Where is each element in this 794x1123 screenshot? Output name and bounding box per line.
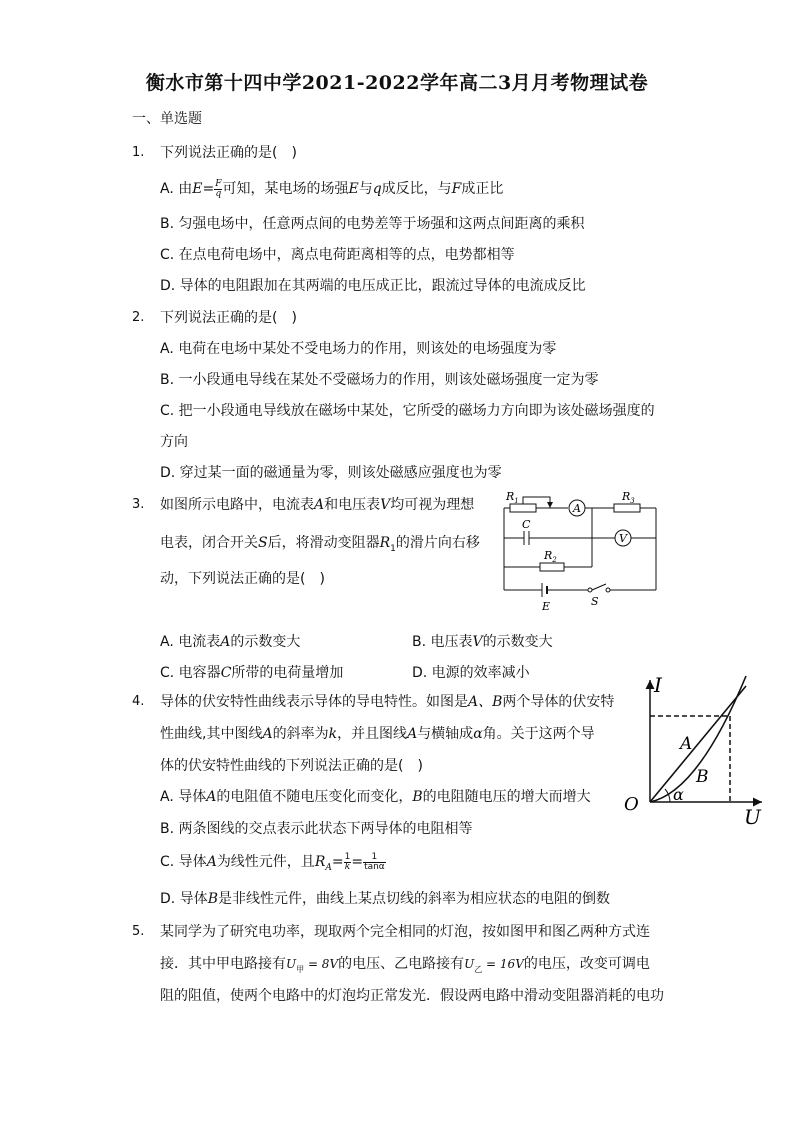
symbol: q bbox=[372, 181, 382, 197]
question-stem-line: 动，下列说法正确的是( ) bbox=[160, 571, 325, 587]
subscript: 1 bbox=[514, 497, 519, 505]
question-stem: 某同学为了研究电功率，现取两个完全相同的灯泡，按如图甲和图乙两种方式连 bbox=[160, 924, 650, 940]
voltmeter-label: V bbox=[619, 532, 627, 545]
option-c-continued: 方向 bbox=[160, 434, 188, 450]
stem-text: 的滑片向右移 bbox=[395, 535, 480, 551]
option-text: A. 由 bbox=[160, 181, 193, 197]
option-text: D. 导体 bbox=[160, 891, 208, 907]
question-stem bbox=[160, 691, 614, 711]
subscript: 3 bbox=[630, 497, 635, 505]
label-r2 bbox=[543, 549, 557, 564]
option-d: D. 导体的电阻跟加在其两端的电压成正比，跟流过导体的电流成反比 bbox=[160, 278, 586, 294]
stem-text: 与横轴成 bbox=[417, 726, 474, 742]
stem-text: 两个导体的伏安特 bbox=[502, 694, 615, 710]
symbol: B bbox=[412, 789, 423, 805]
circuit-diagram bbox=[496, 486, 666, 616]
option-text: 的电阻随电压的增大而增大 bbox=[422, 789, 591, 805]
battery-label: E bbox=[542, 600, 551, 613]
numerator: 1 bbox=[344, 851, 351, 862]
switch-label: S bbox=[591, 595, 599, 608]
symbol: A bbox=[407, 726, 418, 742]
option-d: D. 电源的效率减小 bbox=[412, 665, 530, 681]
option-text: C. 导体 bbox=[160, 854, 207, 870]
option-text: B. 电压表 bbox=[412, 634, 473, 650]
symbol: k bbox=[328, 726, 338, 742]
symbol: = bbox=[331, 854, 344, 870]
symbol: A、B bbox=[468, 694, 503, 710]
question-stem-line: 体的伏安特性曲线的下列说法正确的是( ) bbox=[160, 758, 423, 774]
denominator: q bbox=[215, 188, 222, 199]
option-c: C. 把一小段通电导线放在磁场中某处，它所受的磁场力方向即为该处磁场强度的 bbox=[160, 403, 655, 419]
subscript: A bbox=[325, 862, 332, 873]
numerator: 1 bbox=[363, 853, 386, 863]
option-text: C. 电容器 bbox=[160, 665, 221, 681]
slider-arrow-icon bbox=[547, 502, 553, 508]
label-r3 bbox=[621, 490, 635, 505]
ammeter-label: A bbox=[573, 502, 581, 515]
question-stem-line bbox=[160, 953, 650, 975]
option-text: 与 bbox=[358, 181, 373, 197]
capacitor-label: C bbox=[522, 518, 531, 531]
option-text: 可知，某电场的场强 bbox=[222, 181, 349, 197]
question-stem-line bbox=[160, 532, 480, 554]
question-number: 2. bbox=[132, 310, 145, 325]
fraction bbox=[363, 853, 386, 872]
stem-text: 的电压，改变可调电 bbox=[523, 956, 650, 972]
stem-text: 角。关于这两个导 bbox=[482, 726, 595, 742]
label-r1 bbox=[505, 490, 519, 505]
curve-label-b: B bbox=[696, 767, 709, 787]
option-c bbox=[160, 662, 343, 682]
iv-graph bbox=[618, 672, 778, 832]
option-b: B. 一小段通电导线在某处不受磁场力的作用，则该处磁场强度一定为零 bbox=[160, 372, 599, 388]
subscript: 甲 bbox=[296, 964, 305, 974]
option-text: A. 导体 bbox=[160, 789, 207, 805]
page-title: 衡水市第十四中学2021-2022学年高二3月月考物理试卷 bbox=[145, 72, 649, 94]
subscript: 1 bbox=[390, 543, 396, 554]
question-number: 1. bbox=[132, 145, 145, 160]
stem-text: 电表，闭合开关 bbox=[160, 535, 258, 551]
symbol: V bbox=[472, 634, 483, 650]
option-b: B. 两条图线的交点表示此状态下两导体的电阻相等 bbox=[160, 821, 473, 837]
option-text: 成反比，与 bbox=[381, 181, 452, 197]
option-text: 的电阻值不随电压变化而变化， bbox=[216, 789, 413, 805]
symbol: U bbox=[464, 957, 475, 971]
option-a bbox=[160, 178, 503, 199]
option-a: A. 电荷在电场中某处不受电场力的作用，则该处的电场强度为零 bbox=[160, 341, 557, 357]
value: = 16V bbox=[482, 957, 524, 971]
option-d bbox=[160, 888, 610, 908]
stem-text: 接．其中甲电路接有 bbox=[160, 956, 286, 972]
angle-label: α bbox=[673, 785, 684, 804]
question-stem-line: 阻的阻值，使两个电路中的灯泡均正常发光．假设两电路中滑动变阻器消耗的电功 bbox=[160, 988, 664, 1004]
value: = 8V bbox=[304, 957, 339, 971]
resistor-symbol: R bbox=[506, 490, 515, 503]
axis-label-i: I bbox=[654, 673, 662, 697]
option-text: 为线性元件，且 bbox=[216, 854, 315, 870]
question-number: 4. bbox=[132, 694, 145, 709]
option-text: 成正比 bbox=[461, 181, 504, 197]
option-c bbox=[160, 851, 386, 873]
symbol: E bbox=[348, 181, 359, 197]
stem-text: 均可视为理想 bbox=[390, 497, 475, 513]
symbol: E bbox=[192, 181, 203, 197]
symbol: R bbox=[314, 854, 326, 870]
section-heading: 一、单选题 bbox=[132, 111, 202, 127]
option-text: 的示数变大 bbox=[230, 634, 301, 650]
symbol: S bbox=[258, 535, 268, 551]
symbol: α bbox=[473, 726, 483, 742]
symbol: A bbox=[314, 497, 325, 513]
symbol: B bbox=[207, 891, 218, 907]
symbol: A bbox=[262, 726, 273, 742]
stem-text: ，并且图线 bbox=[337, 726, 408, 742]
subscript: 乙 bbox=[474, 964, 483, 974]
symbol: A bbox=[206, 789, 217, 805]
resistor-symbol: R bbox=[622, 490, 631, 503]
stem-text: 和电压表 bbox=[324, 497, 381, 513]
numerator: F bbox=[215, 178, 222, 189]
axis-label-u: U bbox=[744, 805, 761, 829]
option-b: B. 匀强电场中，任意两点间的电势差等于场强和这两点间距离的乘积 bbox=[160, 216, 585, 232]
symbol: U bbox=[286, 957, 297, 971]
question-stem: 下列说法正确的是( ) bbox=[160, 310, 297, 326]
option-c: C. 在点电荷电场中，离点电荷距离相等的点，电势都相等 bbox=[160, 247, 515, 263]
option-a bbox=[160, 786, 591, 806]
option-b bbox=[412, 631, 553, 651]
denominator: k bbox=[344, 861, 351, 872]
question-number: 3. bbox=[132, 497, 145, 512]
stem-text: 性曲线,其中图线 bbox=[160, 726, 263, 742]
stem-text: 如图所示电路中，电流表 bbox=[160, 497, 314, 513]
resistor-symbol: R bbox=[544, 549, 553, 562]
option-text: 所带的电荷量增加 bbox=[231, 665, 344, 681]
curve-label-a: A bbox=[680, 734, 693, 754]
denominator: tanα bbox=[364, 861, 385, 872]
symbol: R bbox=[379, 535, 391, 551]
subscript: 2 bbox=[552, 556, 557, 564]
question-stem: 下列说法正确的是( ) bbox=[160, 145, 297, 161]
question-stem-line bbox=[160, 723, 595, 743]
option-text: A. 电流表 bbox=[160, 634, 221, 650]
symbol: V bbox=[380, 497, 391, 513]
symbol: F bbox=[451, 181, 462, 197]
option-text: 的示数变大 bbox=[482, 634, 553, 650]
stem-text: 的电压、乙电路接有 bbox=[338, 956, 465, 972]
option-d: D. 穿过某一面的磁通量为零，则该处磁感应强度也为零 bbox=[160, 465, 502, 481]
symbol: = bbox=[351, 854, 364, 870]
question-stem bbox=[160, 494, 474, 514]
stem-text: 后，将滑动变阻器 bbox=[267, 535, 380, 551]
symbol: A bbox=[206, 854, 217, 870]
origin-label: O bbox=[624, 794, 639, 815]
question-number: 5. bbox=[132, 924, 145, 939]
stem-text: 的斜率为 bbox=[272, 726, 329, 742]
option-text: 是非线性元件，曲线上某点切线的斜率为相应状态的电阻的倒数 bbox=[217, 891, 610, 907]
stem-text: 导体的伏安特性曲线表示导体的导电特性。如图是 bbox=[160, 694, 468, 710]
symbol: C bbox=[220, 665, 232, 681]
option-a bbox=[160, 631, 300, 651]
symbol: = bbox=[202, 181, 215, 197]
symbol: A bbox=[220, 634, 231, 650]
